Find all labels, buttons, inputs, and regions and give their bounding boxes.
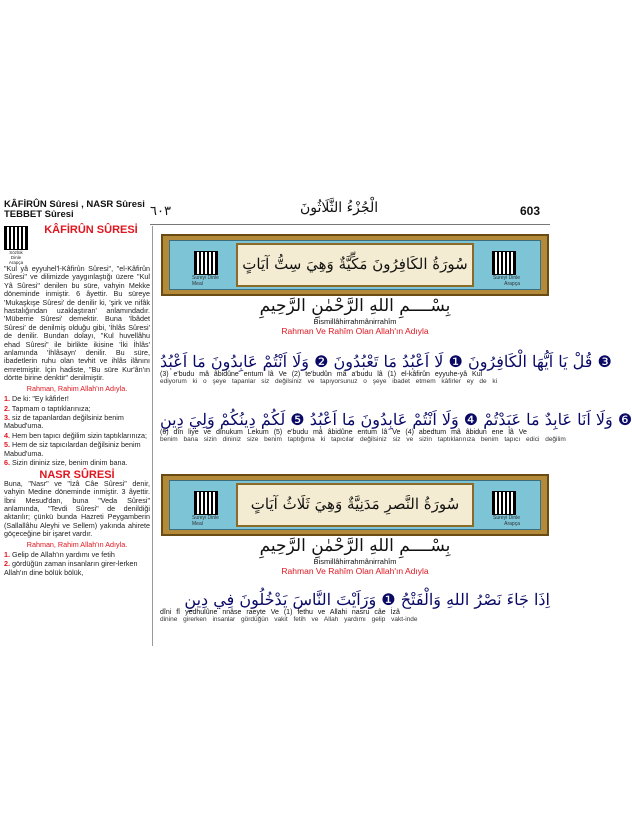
page-header xyxy=(0,200,555,224)
surah-header-frame-nasr xyxy=(161,474,549,536)
ayah-meaning: dinine girerken insanlar gördüğün vakit fetih ve Allah yardımı gelip vakt-inde xyxy=(160,616,418,623)
qr-code-icon[interactable] xyxy=(492,251,516,275)
qr-code-icon[interactable] xyxy=(4,226,28,250)
qr-code-icon[interactable] xyxy=(492,491,516,515)
surah-titles: KÂFİRÛN Sûresi , NASR Sûresi TEBBET Sûresi xyxy=(4,199,145,220)
ayah-meaning: benim bana sizin dininiz size benim taptığıma ki tapıcılar değilsiniz siz ve sizin taptıklarınıza benim tapıcı edici değilim xyxy=(160,436,566,443)
qr-caption: Sözlük Dinle Arapça xyxy=(8,250,24,265)
qr-code-icon[interactable] xyxy=(194,251,218,275)
nasr-intro: Buna, "Nasr" ve "İzâ Câe Sûresi" denir, vahyin Medine döneminde inmiştir. 3 âyettir. İbni Mesud'dan, buna "Veda Sûresi" anlamında, "Tevdi Sûresi" de denildiği aktarılır; çünkü bunda Hazreti Peygamberin (Sallallâhu Aleyhi ve Sellem) yakında ahirete göçeceğine bir işaret vardır. xyxy=(4,478,150,539)
juz-title: الْجُزْءُ الثَّلَاثُونَ xyxy=(300,200,379,216)
ayah-arabic: وَلَا اَنَا عَابِدٌ مَا عَبَدْتُمْ ❹ وَلَا اَنْتُمْ عَابِدُونَ مَا اَعْبُدُ ❺ لَكُمْ دِينُكُمْ وَلِيَ دِينِ ❻ xyxy=(160,410,632,429)
list-item: 4. Hem ben tapıcı değilim sizin taptıklarınıza; xyxy=(4,430,148,440)
ayah-arabic: قُلْ يَا اَيُّهَا الْكَافِرُونَ ❶ لَا اَعْبُدُ مَا تَعْبُدُونَ ❷ وَلَا اَنْتُمْ عَابِدُونَ مَا اَعْبُدُ ❸ xyxy=(160,352,612,371)
surah-title-arabic: سُورَةُ الكَافِرُونَ مَكِّيَّةٌ وَهِيَ سِتُّ آيَاتٍ xyxy=(242,255,468,273)
nasr-basmala: Rahman, Rahim Allah'ın Adıyla. xyxy=(26,539,128,549)
ayah-line xyxy=(160,410,632,443)
ayah-arabic: اِذَا جَاءَ نَصْرُ اللهِ وَالْفَتْحُ ❶ وَرَاَيْتَ النَّاسَ يَدْخُلُونَ فِي دِينِ xyxy=(184,590,550,609)
list-item: 5. Hem de siz tapıcılardan değilsiniz benim Mabud'uma. xyxy=(4,440,141,458)
surah-header-frame-kafirun xyxy=(161,234,549,296)
frame-inner xyxy=(169,480,541,530)
list-item: 2. Tapmam o taptıklarınıza; xyxy=(4,403,91,413)
basmala-translit: Bismillâhirrahmânirrahîm xyxy=(313,317,397,326)
basmala-arabic: بِسْــــمِ اللهِ الرَّحْمٰنِ الرَّحِيمِ xyxy=(259,536,451,556)
column-divider xyxy=(152,226,153,646)
qr-label: Sureyi Dinle Meal xyxy=(192,275,219,287)
kafirun-basmala: Rahman, Rahim Allah'ın Adıyla. xyxy=(26,383,128,393)
title-cartouche xyxy=(236,243,474,287)
basmala-kafirun xyxy=(160,296,550,336)
basmala-arabic: بِسْــــمِ اللهِ الرَّحْمٰنِ الرَّحِيمِ xyxy=(259,296,451,316)
list-item: 1. Gelip de Allah'ın yardımı ve fetih xyxy=(4,550,115,559)
list-item: 6. Sizin dininiz size, benim dinim bana. xyxy=(4,457,128,467)
ayah-line xyxy=(160,590,550,623)
page-number: 603 xyxy=(520,204,541,218)
qr-code-icon[interactable] xyxy=(194,491,218,515)
nasr-title: NASR SÛRESİ xyxy=(39,469,115,482)
qr-label: Sureyi Dinle Arapça xyxy=(493,275,520,287)
qr-label: Sureyi Dinle Meal xyxy=(192,515,219,527)
list-item: 3. siz de tapanlardan değilsiniz benim Mabud'uma. xyxy=(4,412,124,431)
basmala-meaning: Rahman Ve Rahîm Olan Allah'ın Adıyla xyxy=(281,326,429,336)
kafirun-meaning-list xyxy=(4,395,150,467)
title-cartouche xyxy=(236,483,474,527)
surah-title-arabic: سُورَةُ النَّصرِ مَدَنِيَّةٌ وَهِيَ ثَلَاثُ آيَاتٍ xyxy=(250,495,460,513)
basmala-meaning: Rahman Ve Rahîm Olan Allah'ın Adıyla xyxy=(281,566,429,576)
qr-label: Sureyi Dinle Arapça xyxy=(493,515,520,527)
ayah-line xyxy=(160,352,612,385)
basmala-translit: Bismillâhirrahmânirrahîm xyxy=(313,557,397,566)
header-divider xyxy=(150,224,550,225)
kafirun-title: KÂFİRÛN SÛRESİ xyxy=(44,224,138,236)
basmala-nasr xyxy=(160,536,550,576)
frame-inner xyxy=(169,240,541,290)
ayah-translit: (6) dîn liye ve dînukum Lekum (5) e'budu mâ âbidûne entum lâ Ve (4) abedtum mâ âbidun ene lâ Ve xyxy=(160,429,527,436)
list-item: 2. gördüğün zaman insanların girer-lerken Allah'ın dine bölük bölük, xyxy=(4,559,138,577)
ayah-translit: (3) e'budu mâ âbidûne entum lâ Ve (2) te'budûn mâ a'budu lâ (1) el-kâfirûn eyyuhe-yâ Kul xyxy=(160,371,483,378)
kafirun-intro: "Kul yâ eyyuhel'l-Kâfirûn Sûresi", "el-Kâfirûn Sûresi" ve dilimizde yaygınlaştığı üzere "Kul Yâ Sûresi" denilen bu süre, vahyin Mekke döneminde inmiştir. 6 âyettir. Bu süreye 'Mukaşkışe Sûresi' de denilir ki, 'şirk ve nifâk hastalığından uzaklaştıran' anlamındadır. 'Müberrie Sûresi' demektir. Buna 'İbâdet Sûresi' de denilmiş olduğu gibi, 'İhlâs Sûresi' de denilir. Bundan dolayı, "Kul huvellâhu ehad Sûresi" ile birlikte ikisine 'İki İhlâs' anlamında 'İhlâsayn' denilir. Bu süre, ibadetlerin ruhu olan tevhit ve ihlâs ilânını emretmiştir. İçin hadiste, "Bu süre Kur'ân'ın dörtte birine denktir" denilmiştir. xyxy=(4,264,150,383)
ayah-meaning: ediyorum ki o şeye tapanlar siz değilsiniz ve tapıyorsunuz o şeye ibadet etmem kâfirler ey de ki xyxy=(160,378,498,385)
list-item: 1. De ki: "Ey kâfirler! xyxy=(4,394,69,404)
ayah-translit: dîni fî yedhulûne nnâse raeyte Ve (1) fethu ve Allahi nasru câe İzâ xyxy=(160,609,400,616)
page-number-arabic: ٦٠٣ xyxy=(150,204,171,219)
left-column xyxy=(4,226,150,578)
nasr-meaning-list xyxy=(4,551,150,577)
